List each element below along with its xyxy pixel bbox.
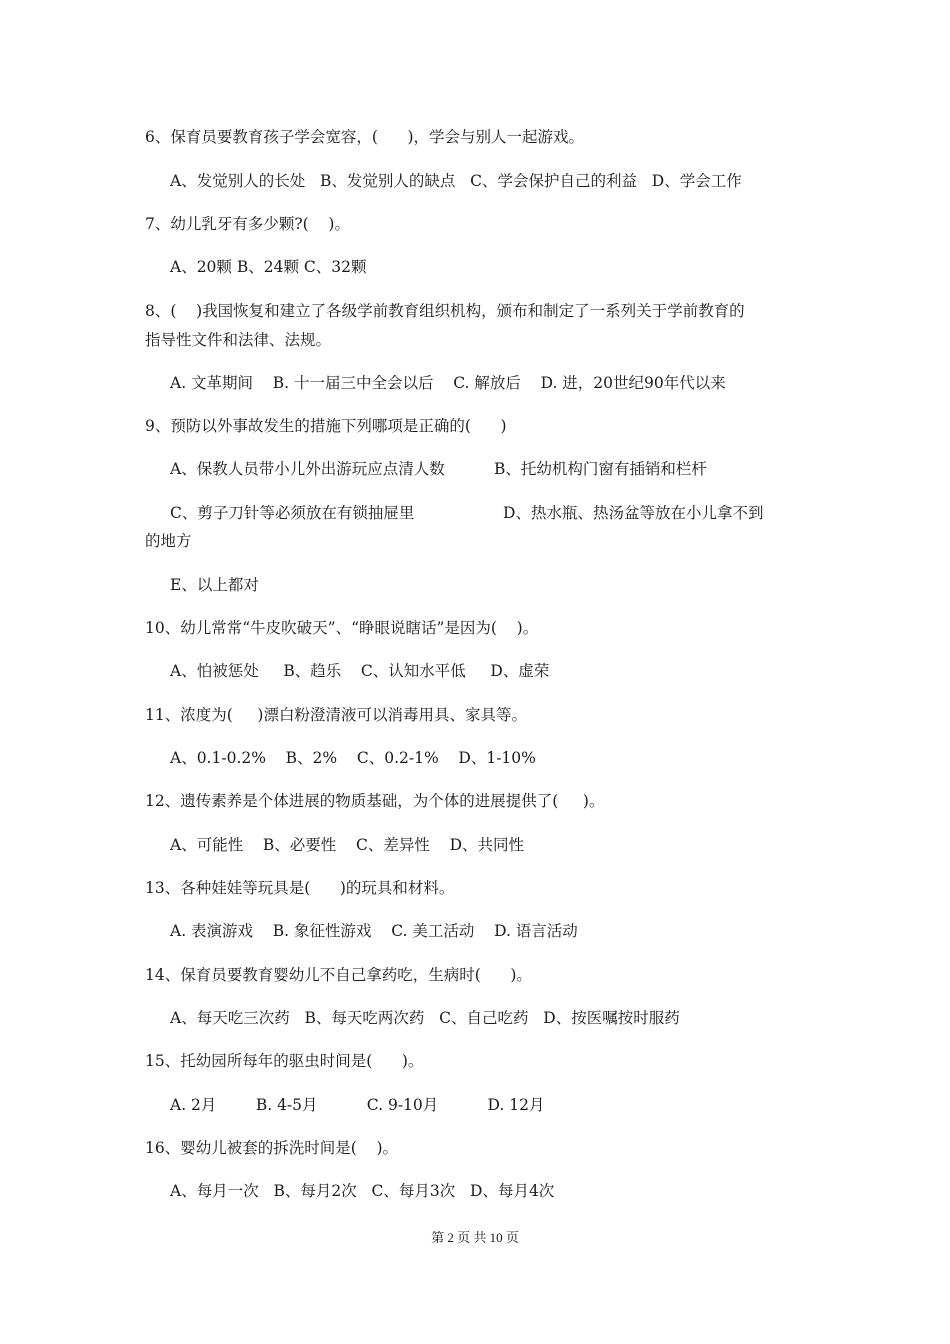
options-9-ab: A、保教人员带小儿外出游玩应点清人数 B、托幼机构门窗有插销和栏杆 [170, 460, 707, 478]
question-15: 15、托幼园所每年的驱虫时间是( )。 [145, 1052, 424, 1070]
options-15: A. 2月 B. 4-5月 C. 9-10月 D. 12月 [170, 1096, 545, 1114]
question-10: 10、幼儿常常“牛皮吹破天”、“睁眼说瞎话”是因为( )。 [145, 619, 539, 637]
question-12: 12、遗传素养是个体进展的物质基础，为个体的进展提供了( )。 [145, 792, 605, 810]
question-16: 16、婴幼儿被套的拆洗时间是( )。 [145, 1139, 399, 1157]
options-10: A、怕被惩处 B、趋乐 C、认知水平低 D、虚荣 [170, 662, 550, 680]
options-12: A、可能性 B、必要性 C、差异性 D、共同性 [170, 836, 524, 854]
options-9-cd-continued: 的地方 [145, 532, 192, 550]
question-6: 6、保育员要教育孩子学会宽容，( )，学会与别人一起游戏。 [145, 128, 585, 146]
question-13: 13、各种娃娃等玩具是( )的玩具和材料。 [145, 879, 455, 897]
options-6: A、发觉别人的长处 B、发觉别人的缺点 C、学会保护自己的利益 D、学会工作 [170, 172, 742, 190]
page-footer: 第 2 页 共 10 页 [431, 1230, 519, 1245]
question-14: 14、保育员要教育婴幼儿不自己拿药吃，生病时( )。 [145, 966, 532, 984]
options-16: A、每月一次 B、每月2次 C、每月3次 D、每月4次 [170, 1182, 555, 1200]
options-7: A、20颗 B、24颗 C、32颗 [170, 258, 367, 276]
question-7: 7、幼儿乳牙有多少颗?( )。 [145, 215, 350, 233]
options-9-e: E、以上都对 [170, 576, 259, 594]
question-9: 9、预防以外事故发生的措施下列哪项是正确的( ) [145, 417, 507, 435]
question-8-continued: 指导性文件和法律、法规。 [145, 331, 332, 349]
options-14: A、每天吃三次药 B、每天吃两次药 C、自己吃药 D、按医嘱按时服药 [170, 1009, 680, 1027]
options-13: A. 表演游戏 B. 象征性游戏 C. 美工活动 D. 语言活动 [170, 922, 578, 940]
options-9-cd: C、剪子刀针等必须放在有锁抽屉里 D、热水瓶、热汤盆等放在小儿拿不到 [170, 504, 764, 522]
options-11: A、0.1-0.2% B、2% C、0.2-1% D、1-10% [170, 749, 536, 767]
question-11: 11、浓度为( )漂白粉澄清液可以消毒用具、家具等。 [145, 706, 527, 724]
options-8: A. 文革期间 B. 十一届三中全会以后 C. 解放后 D. 进，20世纪90年代以来 [170, 374, 726, 392]
question-8: 8、( )我国恢复和建立了各级学前教育组织机构，颁布和制定了一系列关于学前教育的 [145, 302, 745, 320]
